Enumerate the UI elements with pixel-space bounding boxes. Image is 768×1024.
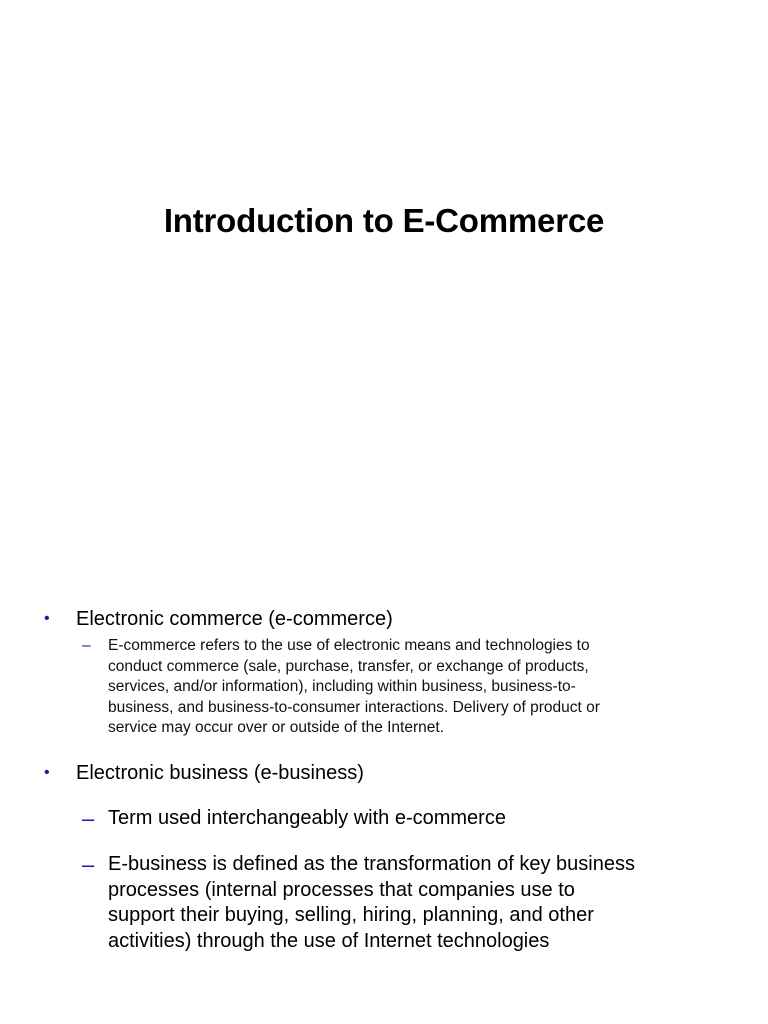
bullet-text: Electronic commerce (e-commerce) [76, 608, 393, 630]
bullet-icon: • [44, 610, 50, 627]
sub-item-text [108, 806, 688, 832]
text-line: service may occur over or outside of the Internet. [108, 719, 444, 737]
text-line: conduct commerce (sale, purchase, transfer, or exchange of products, [108, 657, 589, 675]
text-line: Term used interchangeably with e-commerce [108, 807, 506, 829]
bullet-text: Electronic business (e-business) [76, 762, 364, 784]
dash-icon: – [82, 852, 95, 877]
dash-icon: – [82, 806, 95, 831]
sub-item-text [108, 852, 688, 954]
text-line: business, and business-to-consumer interactions. Delivery of product or [108, 698, 600, 716]
slide-title: Introduction to E-Commerce [163, 202, 605, 239]
text-line: E-commerce refers to the use of electronic means and technologies to [108, 637, 590, 654]
text-line: activities) through the use of Internet technologies [108, 929, 550, 952]
text-line: services, and/or information), including within business, business-to- [108, 678, 576, 696]
text-line: E-business is defined as the transformation of key business [108, 853, 635, 875]
sub-item-text [108, 636, 668, 739]
dash-icon: – [82, 637, 91, 654]
text-line: processes (internal processes that companies use to [108, 878, 575, 901]
text-line: support their buying, selling, hiring, planning, and other [108, 904, 594, 926]
bullet-icon: • [44, 764, 50, 781]
